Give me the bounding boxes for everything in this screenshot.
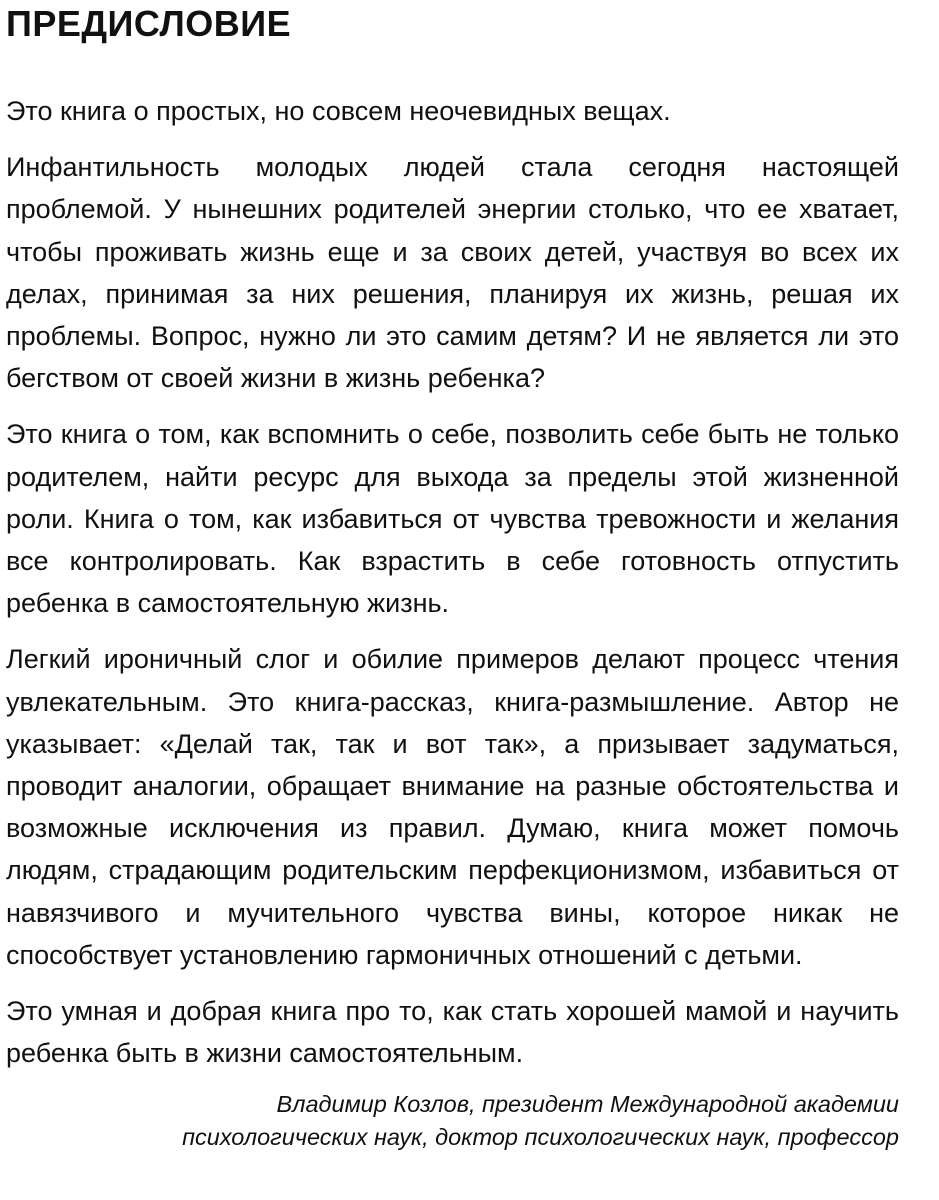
paragraph-conclusion: Это умная и добрая книга про то, как стать хорошей мамой и научить ребенка быть в жизни самостоятельным. [6,996,899,1069]
author-signature [6,1088,899,1154]
signature-line-2: психологических наук, доктор психологических наук, профессор [182,1124,899,1151]
paragraph-style: Легкий ироничный слог и обилие примеров делают процесс чтения увлекательным. Это книга-рассказ, книга-размышление. Автор не указывает: «Делай так, так и вот так», а призывает задуматься, проводит аналогии, обращает внимание на разные обстоятельства и возможные исключения из правил. Думаю, книга может помочь людям, страдающим родительским перфекционизмом, избавиться от навязчивого и мучительного чувства вины, которое никак не способствует установлению гармоничных отношений с детьми. [6,644,899,970]
paragraph-infantilism: Инфантильность молодых людей стала сегодня настоящей проблемой. У нынешних родителей энергии столько, что ее хватает, чтобы проживать жизнь еще и за своих детей, участвуя во всех их делах, принимая за них решения, планируя их жизнь, решая их проблемы. Вопрос, нужно ли это самим детям? И не является ли это бегством от своей жизни в жизнь ребенка? [6,152,899,394]
page-title: ПРЕДИСЛОВИЕ [6,3,292,44]
paragraph-intro: Это книга о простых, но совсем неочевидных вещах. [6,96,671,126]
signature-line-1: Владимир Козлов, президент Международной академии [276,1091,899,1118]
paragraph-about-self: Это книга о том, как вспомнить о себе, позволить себе быть не только родителем, найти ресурс для выхода за пределы этой жизненной роли. Книга о том, как избавиться от чувства тревожности и желания все контролировать. Как взрастить в себе готовность отпустить ребенка в самостоятельную жизнь. [6,419,899,619]
